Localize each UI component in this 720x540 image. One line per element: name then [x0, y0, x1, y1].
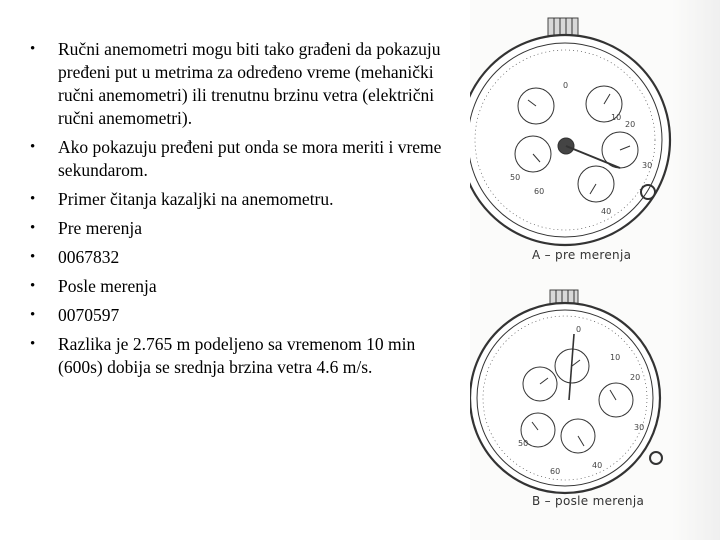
bullet-text: Ručni anemometri mogu biti tako građeni da pokazuju pređeni put u metrima za određeno vreme (mehanički ručni anemometri) ili trenutnu brzinu vetra (električni ručni anemometri). [58, 39, 441, 128]
dial-b-label-60: 60 [550, 467, 561, 476]
dial-b-label-10: 10 [610, 353, 621, 362]
bullet-item [24, 275, 454, 298]
dial-a-label-20: 20 [625, 120, 636, 129]
dial-a-label-0: 0 [563, 81, 569, 90]
bullet-text: Primer čitanja kazaljki na anemometru. [58, 189, 334, 209]
bullet-item [24, 304, 454, 327]
bullet-marker: • [30, 307, 36, 323]
caption-before: A – pre merenja [532, 248, 632, 262]
bullet-item [24, 246, 454, 269]
bullet-text: Pre merenja [58, 218, 143, 238]
bullet-item [24, 38, 454, 130]
bullet-text: Ako pokazuju pređeni put onda se mora meriti i vreme sekundarom. [58, 137, 442, 180]
dial-a-label-30: 30 [642, 161, 653, 170]
bullet-marker: • [30, 278, 36, 294]
bullet-marker: • [30, 336, 36, 352]
bullet-text: 0067832 [58, 247, 120, 267]
dial-a-label-40: 40 [601, 207, 612, 216]
bullet-item [24, 188, 454, 211]
caption-after: B – posle merenja [532, 494, 645, 508]
bullet-item [24, 333, 454, 379]
dial-a-label-60: 60 [534, 187, 545, 196]
anemometer-illustration [470, 0, 720, 540]
bullet-marker: • [30, 41, 36, 57]
bullet-item [24, 136, 454, 182]
bullet-text: 0070597 [58, 305, 120, 325]
dial-a-label-50: 50 [510, 173, 521, 182]
dial-b-label-20: 20 [630, 373, 641, 382]
dial-b-label-40: 40 [592, 461, 603, 470]
bullet-marker: • [30, 249, 36, 265]
dial-a-label-10: 10 [611, 113, 622, 122]
dial-b-label-30: 30 [634, 423, 645, 432]
dial-b-label-0: 0 [576, 325, 582, 334]
bullet-list [24, 38, 454, 385]
bullet-text: Posle merenja [58, 276, 157, 296]
anemometer-a [470, 18, 670, 245]
anemometer-figure [470, 0, 720, 540]
dial-b-label-50: 50 [518, 439, 529, 448]
bullet-marker: • [30, 220, 36, 236]
bullet-marker: • [30, 139, 36, 155]
bullet-marker: • [30, 191, 36, 207]
bullet-text: Razlika je 2.765 m podeljeno sa vremenom 10 min (600s) dobija se srednja brzina vetra 4.6 m/s. [58, 334, 416, 377]
bullet-item [24, 217, 454, 240]
anemometer-b [470, 290, 662, 493]
